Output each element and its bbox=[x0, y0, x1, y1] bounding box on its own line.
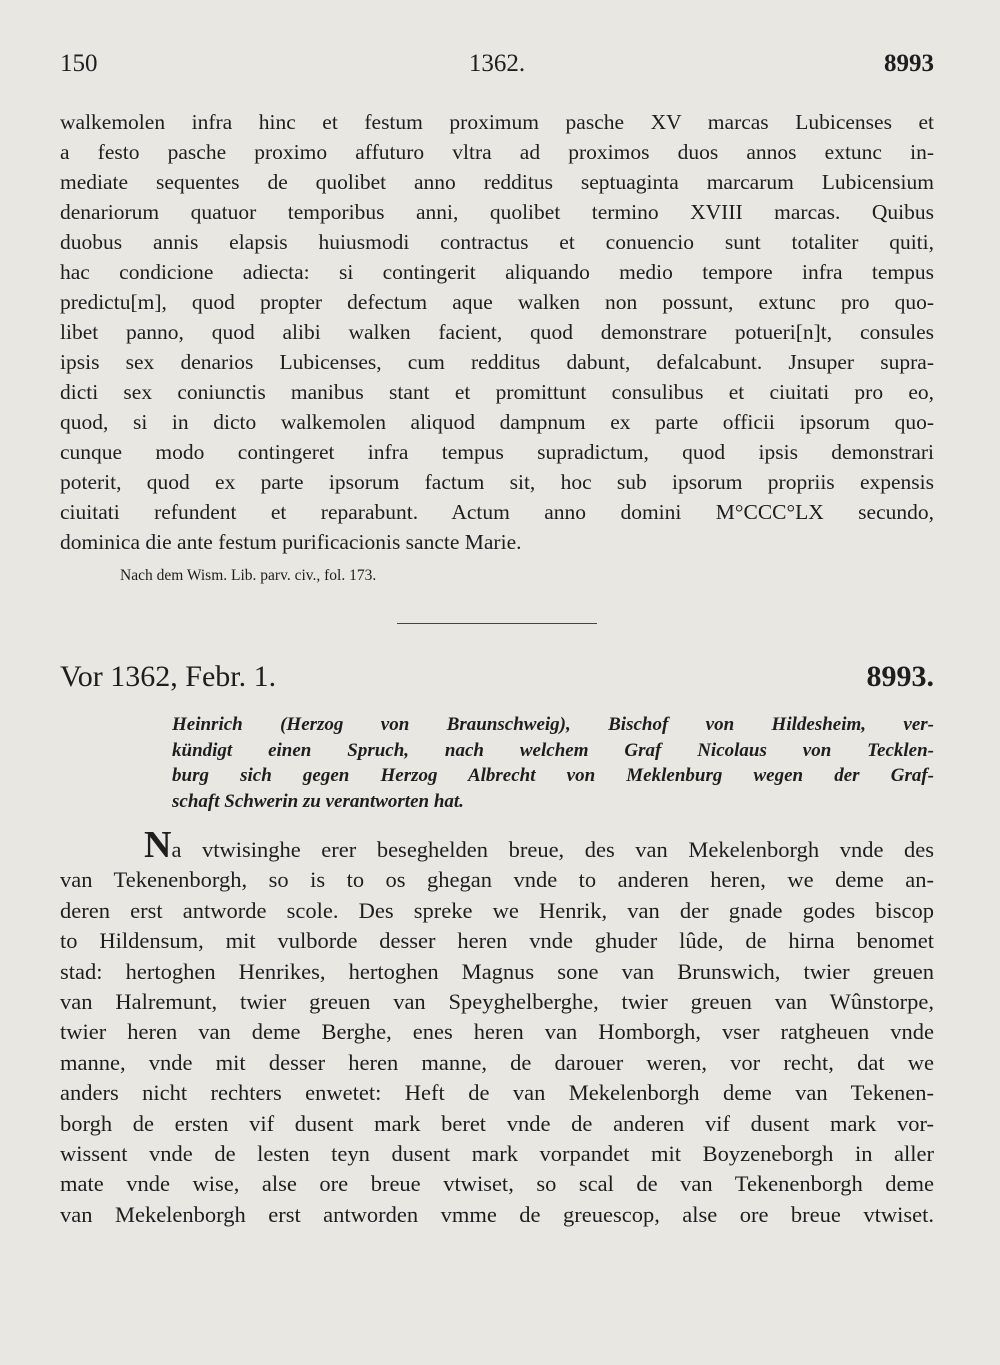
previous-document-text bbox=[60, 107, 934, 557]
text-line: to Hildensum, mit vulborde desser heren vnde ghuder lûde, de hirna benomet bbox=[60, 928, 934, 954]
regest-line: Heinrich (Herzog von Braunschweig), Bischof von Hildesheim, ver- bbox=[172, 714, 934, 735]
text-line: duobus annis elapsis huiusmodi contractus et conuencio sunt totaliter quiti, bbox=[60, 230, 934, 254]
regest-line: burg sich gegen Herzog Albrecht von Meklenburg wegen der Graf- bbox=[172, 765, 934, 786]
source-note: Nach dem Wism. Lib. parv. civ., fol. 173. bbox=[120, 567, 377, 584]
running-head-year: 1362. bbox=[468, 50, 526, 77]
first-text-line bbox=[60, 830, 934, 865]
text-line: van Tekenenborgh, so is to os ghegan vnde to anderen heren, we deme an- bbox=[60, 867, 934, 893]
regest bbox=[172, 712, 934, 814]
text-line: wissent vnde de lesten teyn dusent mark vorpandet mit Boyzeneborgh in aller bbox=[60, 1141, 934, 1167]
text-line: van Mekelenborgh erst antworden vmme de greuescop, alse ore breue vtwiset. bbox=[60, 1201, 934, 1227]
text-line: denariorum quatuor temporibus anni, quolibet termino XVIII marcas. Quibus bbox=[60, 200, 934, 224]
text-line: ipsis sex denarios Lubicenses, cum redditus dabunt, defalcabunt. Jnsuper supra- bbox=[60, 350, 934, 374]
document-text bbox=[60, 830, 934, 1230]
text-line: mediate sequentes de quolibet anno redditus septuaginta marcarum Lubicensium bbox=[60, 170, 934, 194]
page-number: 150 bbox=[60, 50, 98, 77]
entry-number: 8993. bbox=[866, 660, 934, 693]
text-line: quod, si in dicto walkemolen aliquod dampnum ex parte officii ipsorum quo- bbox=[60, 410, 934, 434]
text-line: poterit, quod ex parte ipsorum factum sit, hoc sub ipsorum propriis expensis bbox=[60, 470, 934, 494]
entry-heading bbox=[60, 660, 934, 704]
text-line: ciuitati refundent et reparabunt. Actum anno domini M°CCC°LX secundo, bbox=[60, 500, 934, 524]
text-line: van Halremunt, twier greuen van Speyghelberghe, twier greuen van Wûnstorpe, bbox=[60, 989, 934, 1015]
text-line: manne, vnde mit desser heren manne, de darouer weren, vor recht, dat we bbox=[60, 1049, 934, 1075]
first-line-text: a vtwisinghe erer beseghelden breue, des van Mekelenborgh vnde des bbox=[171, 837, 934, 862]
running-head-document-number: 8993 bbox=[884, 50, 934, 77]
text-line: walkemolen infra hinc et festum proximum pasche XV marcas Lubicenses et bbox=[60, 110, 934, 134]
running-head bbox=[60, 50, 934, 90]
text-line: dominica die ante festum purificacionis sancte Marie. bbox=[60, 530, 522, 554]
text-line: predictu[m], quod propter defectum aque walken non possunt, extunc pro quo- bbox=[60, 290, 934, 314]
text-line: libet panno, quod alibi walken facient, quod demonstrare potueri[n]t, consules bbox=[60, 320, 934, 344]
regest-line: schaft Schwerin zu verantworten hat. bbox=[172, 790, 464, 812]
text-line: anders nicht rechters enwetet: Heft de van Mekelenborgh deme van Tekenen- bbox=[60, 1080, 934, 1106]
entry-date: Vor 1362, Febr. 1. bbox=[60, 660, 277, 693]
text-line: dicti sex coniunctis manibus stant et promittunt consulibus et ciuitati pro eo, bbox=[60, 380, 934, 404]
text-line: hac condicione adiecta: si contingerit aliquando medio tempore infra tempus bbox=[60, 260, 934, 284]
text-line: a festo pasche proximo affuturo vltra ad proximos duos annos extunc in- bbox=[60, 140, 934, 164]
text-line: borgh de ersten vif dusent mark beret vnde de anderen vif dusent mark vor- bbox=[60, 1110, 934, 1136]
section-divider bbox=[397, 623, 597, 624]
book-page bbox=[60, 50, 934, 1230]
regest-line: kündigt einen Spruch, nach welchem Graf Nicolaus von Tecklen- bbox=[172, 739, 934, 761]
text-line: deren erst antworde scole. Des spreke we Henrik, van der gnade godes biscop bbox=[60, 897, 934, 923]
text-line: twier heren van deme Berghe, enes heren van Homborgh, vser ratgheuen vnde bbox=[60, 1019, 934, 1045]
text-line: stad: hertoghen Henrikes, hertoghen Magnus sone van Brunswich, twier greuen bbox=[60, 958, 934, 984]
initial-letter: N bbox=[144, 830, 172, 866]
text-line: mate vnde wise, alse ore breue vtwiset, so scal de van Tekenenborgh deme bbox=[60, 1171, 934, 1197]
text-line: cunque modo contingeret infra tempus supradictum, quod ipsis demonstrari bbox=[60, 440, 934, 464]
